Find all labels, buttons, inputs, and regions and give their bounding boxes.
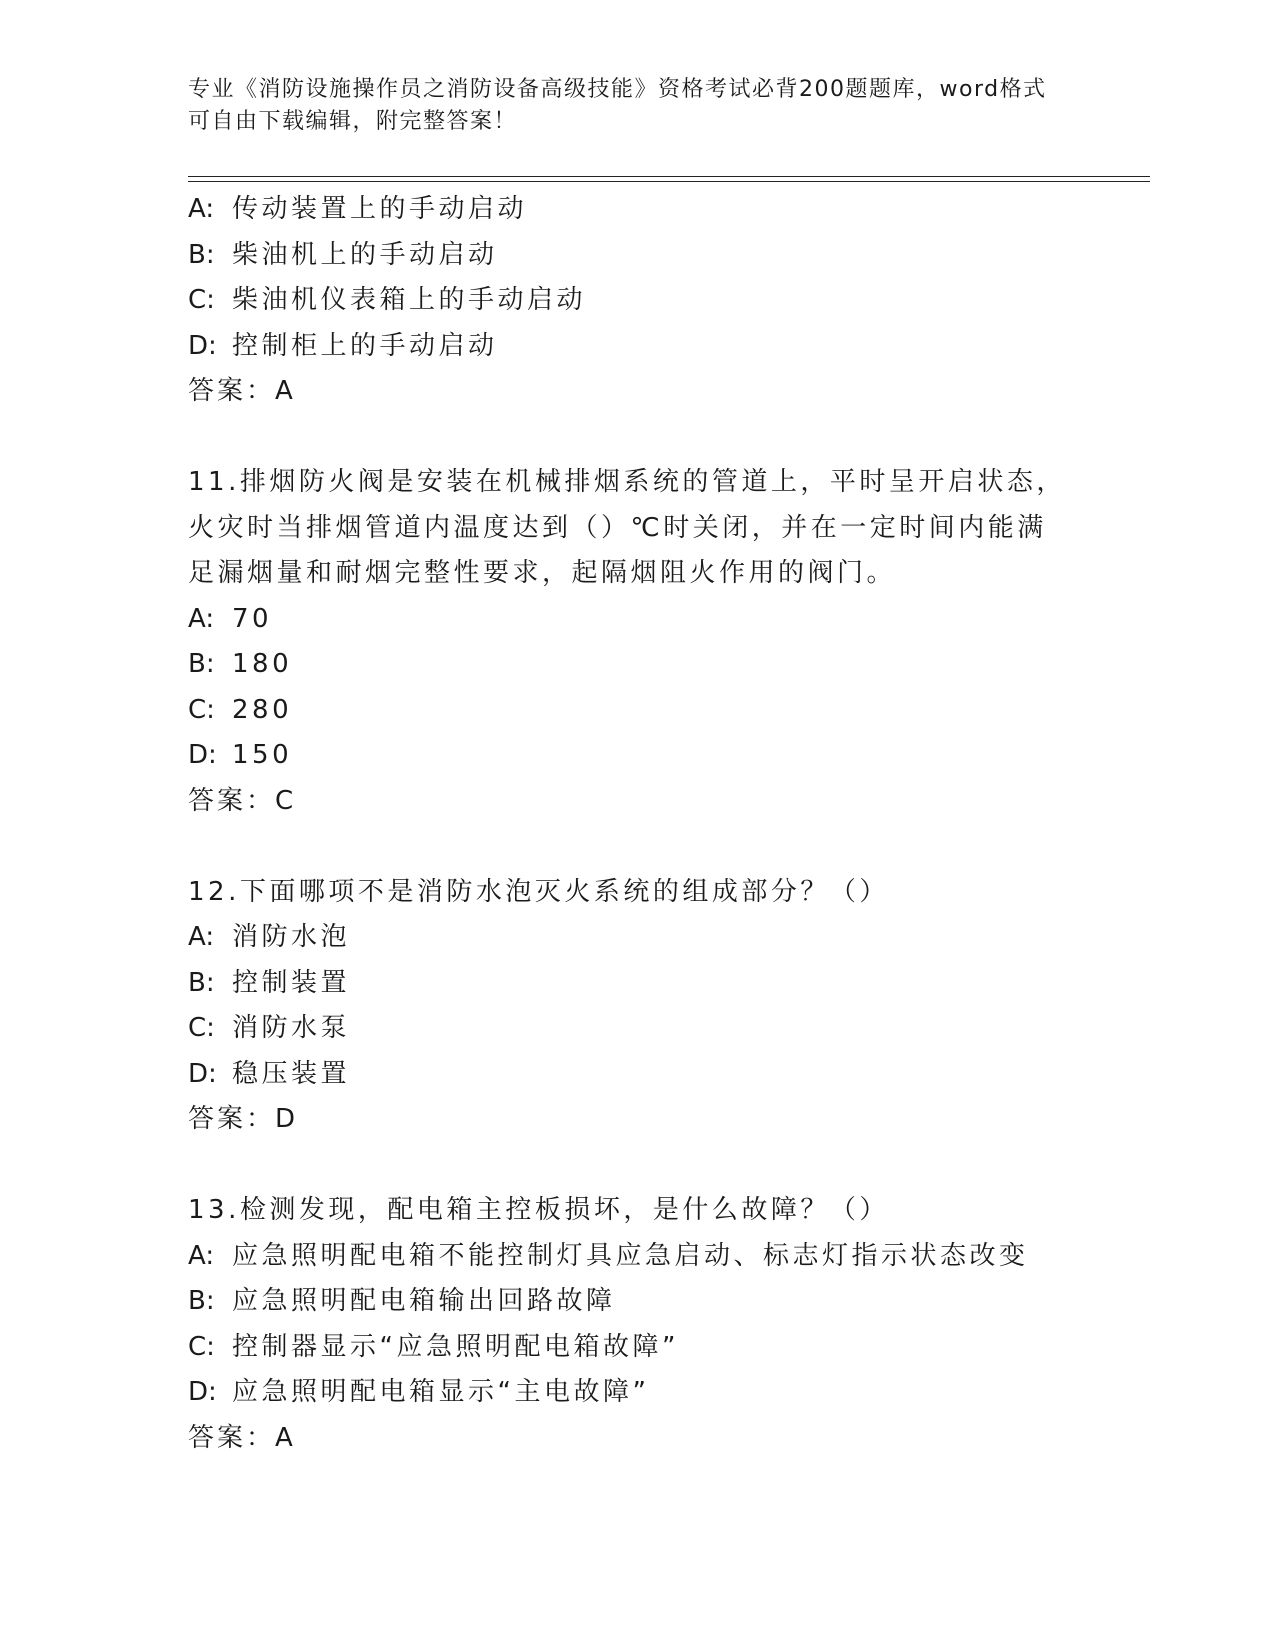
answer-line: 答案：A bbox=[188, 376, 294, 406]
question-block-prev bbox=[188, 187, 1088, 415]
answer-line: 答案：D bbox=[188, 1104, 297, 1134]
option-a: A: 应急照明配电箱不能控制灯具应急启动、标志灯指示状态改变 bbox=[188, 1240, 1029, 1271]
header-divider-bottom bbox=[188, 181, 1150, 182]
option-c: C: 280 bbox=[188, 694, 293, 725]
question-block-13 bbox=[188, 1188, 1088, 1461]
document-header: 专业《消防设施操作员之消防设备高级技能》资格考试必背200题题库，word格式可自由下载编辑，附完整答案！ bbox=[188, 77, 1047, 134]
question-stem: 12.下面哪项不是消防水泡灭火系统的组成部分？（） bbox=[188, 876, 889, 907]
option-a: A: 70 bbox=[188, 603, 273, 634]
question-block-11 bbox=[188, 460, 1088, 824]
option-b: B: 180 bbox=[188, 649, 293, 679]
option-b: B: 应急照明配电箱输出回路故障 bbox=[188, 1286, 616, 1316]
option-c: C: 控制器显示“应急照明配电箱故障” bbox=[188, 1331, 679, 1362]
option-a: A: 传动装置上的手动启动 bbox=[188, 194, 528, 224]
answer-line: 答案：C bbox=[188, 785, 295, 816]
option-d: D: 稳压装置 bbox=[188, 1058, 351, 1089]
option-d: D: 控制柜上的手动启动 bbox=[188, 330, 498, 361]
question-stem: 11.排烟防火阀是安装在机械排烟系统的管道上，平时呈开启状态，火灾时当排烟管道内温度达到（）℃时关闭，并在一定时间内能满足漏烟量和耐烟完整性要求，起隔烟阻火作用的阀门。 bbox=[188, 467, 1066, 588]
header-divider-top bbox=[188, 176, 1150, 177]
question-list bbox=[188, 187, 1088, 1461]
option-b: B: 柴油机上的手动启动 bbox=[188, 239, 498, 270]
option-d: D: 150 bbox=[188, 740, 293, 770]
option-c: C: 柴油机仪表箱上的手动启动 bbox=[188, 285, 587, 315]
question-stem: 13.检测发现，配电箱主控板损坏，是什么故障？（） bbox=[188, 1195, 889, 1225]
option-c: C: 消防水泵 bbox=[188, 1013, 351, 1043]
option-b: B: 控制装置 bbox=[188, 967, 351, 998]
question-block-12 bbox=[188, 870, 1088, 1143]
option-a: A: 消防水泡 bbox=[188, 922, 351, 952]
option-d: D: 应急照明配电箱显示“主电故障” bbox=[188, 1377, 650, 1407]
answer-line: 答案：A bbox=[188, 1422, 294, 1453]
